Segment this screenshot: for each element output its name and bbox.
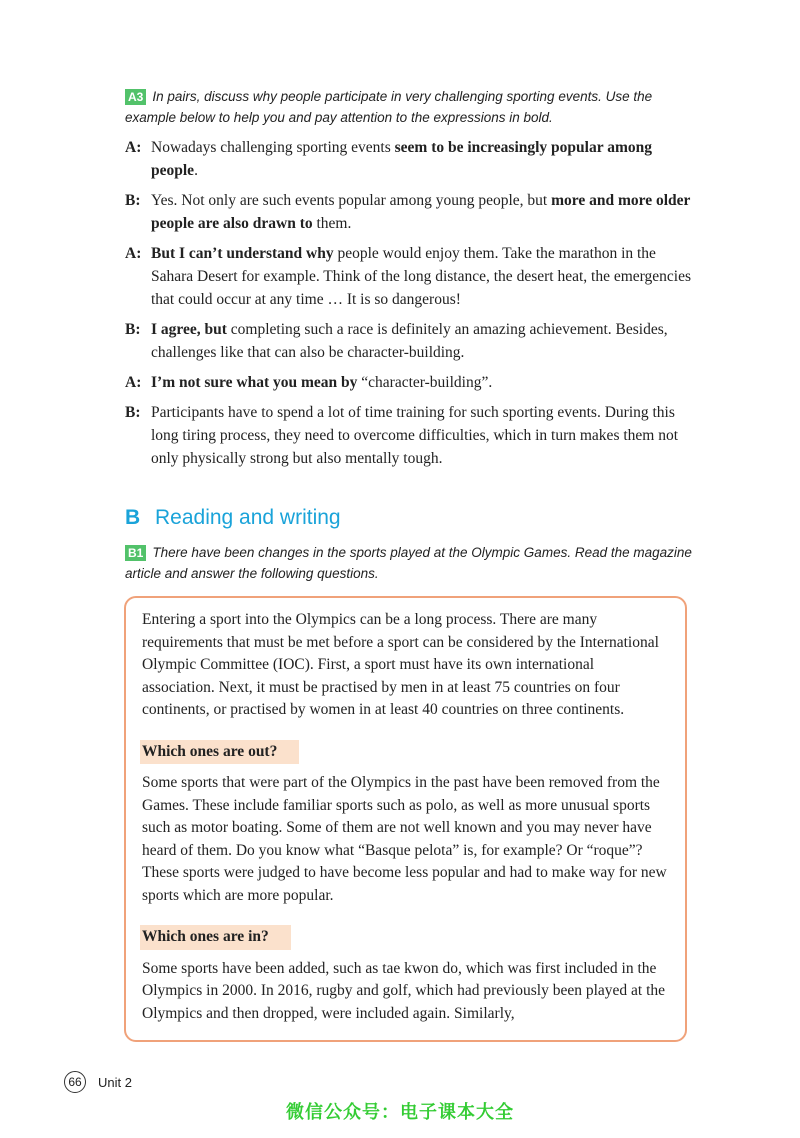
task-tag-a3: A3 — [125, 89, 146, 105]
dialogue-run: Nowadays challenging sporting events — [151, 139, 395, 156]
dialogue-run: completing such a race is definitely an amazing achievement. Besides, challenges like that can also be character-building. — [151, 321, 668, 361]
dialogue-run: them. — [312, 215, 352, 232]
speaker-label: A: — [125, 374, 142, 391]
task-b1 — [125, 542, 705, 584]
dialogue-line — [125, 136, 700, 182]
dialogue-text — [151, 242, 700, 311]
bold-expression: I’m not sure what you mean by — [151, 374, 358, 391]
dialogue — [125, 136, 700, 477]
task-tag-b1: B1 — [125, 545, 146, 561]
page-number: 66 — [64, 1071, 86, 1093]
dialogue-text — [151, 318, 700, 364]
bold-expression: more and more older people are also drawn to — [151, 192, 691, 232]
subheading-out-label: Which ones are out? — [142, 742, 278, 760]
speaker-label: B: — [125, 321, 141, 338]
dialogue-run: . — [194, 162, 198, 179]
article-box — [124, 596, 687, 1042]
subheading-in-label: Which ones are in? — [142, 928, 269, 945]
dialogue-run: people would enjoy them. Take the marathon in the Sahara Desert for example. Think of the long distance, the desert heat, the emergencies that could occur at any time … It is so dangerous! — [151, 245, 692, 308]
task-a3-instruction: In pairs, discuss why people participate in very challenging sporting events. Use the example below to help you and pay attention to the expressions in bold. — [125, 89, 653, 125]
dialogue-text — [151, 189, 700, 235]
speaker-label: B: — [125, 192, 141, 209]
section-letter: B — [125, 506, 141, 529]
dialogue-line — [125, 371, 700, 394]
article-intro: Entering a sport into the Olympics can be a long process. There are many requirements that must be met before a sport can be considered by the International Olympic Committee (IOC). First, a sport must have its own international association. Next, it must be practised by men in at least 75 countries on four continents, or practised by women in at least 40 countries on three continents. — [142, 611, 659, 718]
speaker-label: A: — [125, 139, 142, 156]
task-b1-instruction: There have been changes in the sports played at the Olympic Games. Read the magazine article and answer the following questions. — [125, 545, 692, 581]
dialogue-text — [151, 401, 700, 470]
dialogue-line — [125, 189, 700, 235]
dialogue-run: Yes. Not only are such events popular among young people, but — [151, 192, 552, 209]
section-title: Reading and writing — [155, 506, 341, 529]
bold-expression: I agree, but — [151, 321, 227, 338]
speaker-label: B: — [125, 404, 141, 421]
dialogue-run: “character-building”. — [357, 374, 493, 391]
unit-label: Unit 2 — [98, 1074, 132, 1090]
subheading-out — [140, 740, 299, 765]
subheading-in — [140, 925, 291, 950]
section-heading — [125, 506, 341, 530]
article-paragraph-in: Some sports have been added, such as tae kwon do, which was first included in the Olympics in 2000. In 2016, rugby and golf, which had previously been played at the Olympics and then dropped, were included again. Similarly, — [142, 959, 666, 1022]
dialogue-line — [125, 318, 700, 364]
speaker-label: A: — [125, 245, 142, 262]
dialogue-run: Participants have to spend a lot of time training for such sporting events. During this long tiring process, they need to overcome difficulties, which in turn makes them not only physically strong but also mentally tough. — [151, 404, 679, 467]
article-paragraph-out: Some sports that were part of the Olympics in the past have been removed from the Games. These include familiar sports such as polo, as well as more unusual sports such as motor boating. Some of them are not well known and you may never have heard of them. Do you know what “Basque pelota” is, for example? Or “roque”? These sports were judged to have become less popular and had to make way for new sports which are more popular. — [142, 774, 667, 904]
dialogue-text — [151, 136, 700, 182]
bold-expression: But I can’t understand why — [151, 245, 334, 262]
dialogue-line — [125, 242, 700, 311]
page-footer — [64, 1071, 132, 1093]
bold-expression: seem to be increasingly popular among people — [151, 139, 652, 179]
dialogue-text — [151, 371, 700, 394]
dialogue-line — [125, 401, 700, 470]
task-a3 — [125, 86, 705, 128]
watermark: 微信公众号：电子课本大全 — [286, 1102, 514, 1122]
